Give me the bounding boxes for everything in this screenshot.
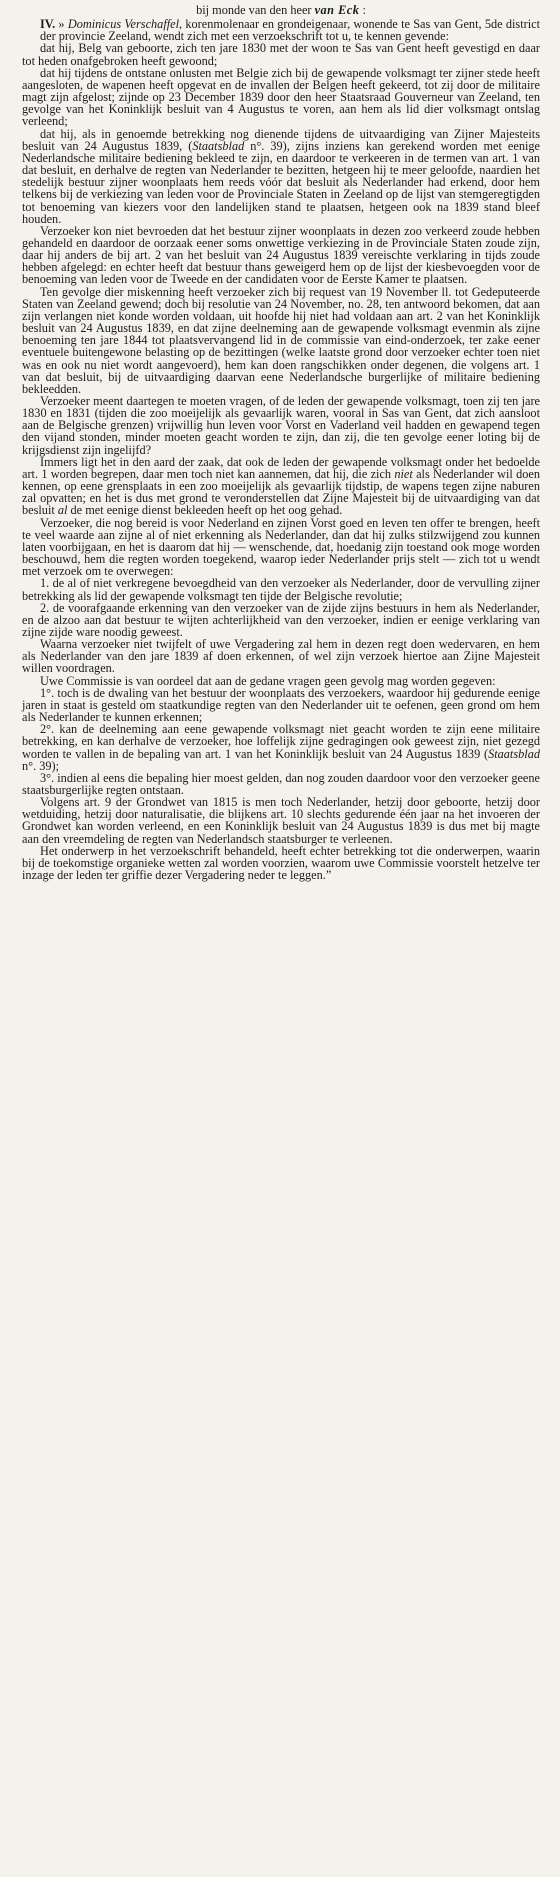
paragraph: Waarna verzoeker niet twijfelt of uwe Vergadering zal hem in dezen regt doen wedervaren, en hem als Nederlander van den jare 1839 af doen erkennen, of wel zijn verzoek hiertoe aan Zijne Majesteit willen voordragen. <box>22 637 540 676</box>
petition-intro: IV. » Dominicus Verschaffel, korenmolenaar en grondeigenaar, wonende te Sas van Gent, 5de district der provincie Zeeland, wendt zich met een verzoekschrift tot u, te kennen gevende: <box>40 17 540 44</box>
answer-item: 3°. indien al eens die bepaling hier moest gelden, dan nog zouden daardoor voor den verzoeker geene staatsburgerlijke regten ontstaan. <box>22 770 540 797</box>
text-span: n°. 39), zijns inziens kan gerekend worden met eenige Nederlandsche militaire bediening bekleed te zijn, en daardoor te verkeeren in de termen van art. 1 van dat besluit, en derhalve de regten van Nederlander te bezitten, hetgeen hij te meer geloofde, naardien het stedelijk bestuur zijner woonplaats hem reeds vóór dat besluit als Nederlander had erkend, door hem telkens bij de verkiezing van leden voor de Provinciale Staten in Zeeland op de lijst van stemgeregtigden tot benoeming van kiezers voor den landelijken stand te plaatsen, hetgeen ook na 1839 stand bleef houden. <box>22 138 540 226</box>
paragraph: Verzoeker meent daartegen te moeten vragen, of de leden der gewapende volksmagt, toen zij ten jare 1830 en 1831 (tijden die zoo moeijelijk als gevaarlijk waren, vooral in Sas van Gent, dat zich aansloot aan de Belgische grenzen) vrijwillig hun leven voor Vorst en Vaderland veil hadden en gewapend tegen den vijand stonden, minder moeten geacht worden te zijn, dan zij, die ten gevolge eener loting bij de krijgsdienst zijn ingelijfd? <box>22 394 540 457</box>
paragraph: Volgens art. 9 der Grondwet van 1815 is men toch Nederlander, hetzij door geboorte, hetzij door wetduiding, hetzij door naturalisatie, die blijkens art. 10 slechts gedurende één jaar na het invoeren der Grondwet kan worden verleend, en een Koninklijk besluit van 24 Augustus 1839 is dus met bij magte aan den vreemdeling de regten van Nederlandsch staatsburger te verleenen. <box>22 795 540 846</box>
paragraph <box>22 456 540 517</box>
answer-item: 1°. toch is de dwaling van het bestuur der woonplaats des verzoekers, waardoor hij gedurende eenige jaren in staat is gesteld om staatkundige regten van den Nederlander uit te oefenen, geen grond om hem als Nederlander te kunnen erkennen; <box>22 685 540 725</box>
text-span: Ten gevolge dier miskenning heeft verzoeker zich bij request van 19 November ll. tot Gedeputeerde Staten van Zeeland gewend; doch bij resolutie van 24 November, n <box>22 284 540 311</box>
page-header <box>22 4 540 16</box>
text-span: niet <box>394 466 413 481</box>
text-span: al <box>57 503 68 518</box>
paragraph <box>22 128 540 225</box>
text-span: de met eenige dienst bekleeden heeft op het oog gehad. <box>67 503 343 518</box>
speaker-name: van Eck <box>314 3 360 17</box>
petitioner-name: Dominicus Verschaffel <box>67 17 180 32</box>
paragraph: dat hij, Belg van geboorte, zich ten jare 1830 met der woon te Sas van Gent heeft gevestigd en daar tot heden onafgebroken heeft gewoond; <box>22 41 540 68</box>
question-item: 1. de al of niet verkregene bevoegdheid van den verzoeker als Nederlander, door de vervulling zijner betrekking als lid der gewapende volksmagt ten tijde der Belgische revolutie; <box>22 576 540 603</box>
question-item: 2. de voorafgaande erkenning van den verzoeker van de zijde zijns bestuurs in hem als Nederlander, en de alzoo aan dat bestuur te wijten achterlijkheid van den verzoeker, indien er eenige verklaring van zijne zijde ware noodig geweest. <box>22 600 540 639</box>
text-span: dat hij, als in genoemde betrekking nog dienende tijdens de uitvaardiging van Zijner Majesteits besluit van 24 Augustus 1839, ( <box>22 126 540 153</box>
paragraph <box>22 286 540 395</box>
text-span: als Nederlander wil doen kennen, op eene grensplaats in een zoo moeijelijk als gevaarlijk tijdstip, de wapens tegen zijne naburen zal opvatten; en het is dus met grond te veronderstellen dat Zijne Majesteit bij de uitvaardiging van dat besluit <box>22 466 540 518</box>
paragraph: Het onderwerp in het verzoekschrift behandeld, heeft echter betrekking tot die onderwerpen, waarin bij de toekomstige organieke wetten zal worden voorzien, waarom uwe Commissie voorstelt hetzelve ter inzage der leden ter griffie dezer Vergadering neder te leggen.” <box>22 843 540 883</box>
text-span: 2°. kan de deelneming aan eene gewapende volksmagt niet geacht worden te zijn eene militaire betrekking, en kan derhalve de verzoeker, hoe loffelijk zijne gedragingen ook geweest zijn, niet gezegd worden te vallen in de bepaling van art. 1 van het Koninklijk besluit van 24 Augustus 1839 ( <box>22 722 540 761</box>
paragraph: dat hij tijdens de ontstane onlusten met Belgie zich bij de gewapende volksmagt ter zijner stede heeft aangesloten, de wapenen heeft opgevat en de invallen der Belgen heeft gekeerd, tot zij door de militaire magt zijn afgelost; zijnde op 23 December 1839 door den heer Staatsraad Gouverneur van Zeeland, ten gevolge van het Koninklijk besluit van 4 Augustus te voren, aan hem als lid dier volksmagt ontslag verleend; <box>22 65 540 129</box>
text-span: Staatsblad <box>192 138 245 153</box>
paragraph: Verzoeker kon niet bevroeden dat het bestuur zijner woonplaats in dezen zoo verkeerd zoude hebben gehandeld en daardoor de oorzaak eener soms onwettige verkiezing in de Provinciale Staten zoude zijn, daar hij anders de bij art. 2 van het besluit van 24 Augustus 1839 vereischte verklaring in tijds zoude hebben afgelegd: en echter heeft dat bestuur thans geweigerd hem op de lijst der kiesbevoegden voor de benoeming van leden voor de Tweede en der candidaten voor de Eerste Kamer te plaatsen. <box>22 223 540 287</box>
header-fragment: bij monde van den heer <box>196 3 312 17</box>
paragraph: Verzoeker, die nog bereid is voor Nederland en zijnen Vorst goed en leven ten offer te brengen, heeft te veel waarde aan zijne al of niet erkenning als Nederlander, dan dat hij zulks stilzwijgend zou kunnen laten voorbijgaan, en het is daarom dat hij — wenschende, dat, hoedanig zijn toestand ook moge worden beschouwd, hem die regten worden toegekend, waarop ieder Nederlander prijs stelt — zich tot u wendt met verzoek om te overwegen: <box>22 515 540 579</box>
petition-number: IV. <box>40 17 56 32</box>
text-span: n°. 39); <box>22 758 60 773</box>
text-span: Staatsblad <box>488 746 540 761</box>
paragraph: Uwe Commissie is van oordeel dat aan de gedane vragen geen gevolg mag worden gegeven: <box>40 673 496 688</box>
answer-item <box>22 723 540 772</box>
text-span: . 28, ten antwoord bekomen, dat aan zijn verlangen niet konde worden voldaan, uit hoofde hij niet had voldaan aan art. 2 van het Koninklijk besluit van 24 Augustus 1839, en dat zijne deelneming aan de gewapende volksmagt evenmin als zijne benoeming ten jare 1844 tot plaatsvervangend lid in de commissie van eind-onderzoek, ter zake eener eventuele buitengewone belasting op de bezittingen (welke laatste grond door verzoeker echter toen niet was en ook nu niet wordt aangevoerd), hem kan doen rangschikken onder degenen, die volgens art. 1 van dat besluit, bij de uitvaardiging daarvan eene Nederlandsche burgerlijke of militaire bediening bekleedden. <box>22 296 541 396</box>
intro-text: , korenmolenaar en grondeigenaar, wonende te Sas van Gent, 5de district der provincie Zeeland, wendt zich met een verzoekschrift tot u, te kennen gevende: <box>40 17 540 44</box>
text-span: o <box>354 296 361 311</box>
header-colon: : <box>362 3 366 17</box>
text-span: Immers ligt het in den aard der zaak, dat ook de leden der gewapende volksmagt onder het bedoelde art. 1 worden begrepen, daar men toch niet kan aannemen, dat hij, die zich <box>22 454 540 481</box>
